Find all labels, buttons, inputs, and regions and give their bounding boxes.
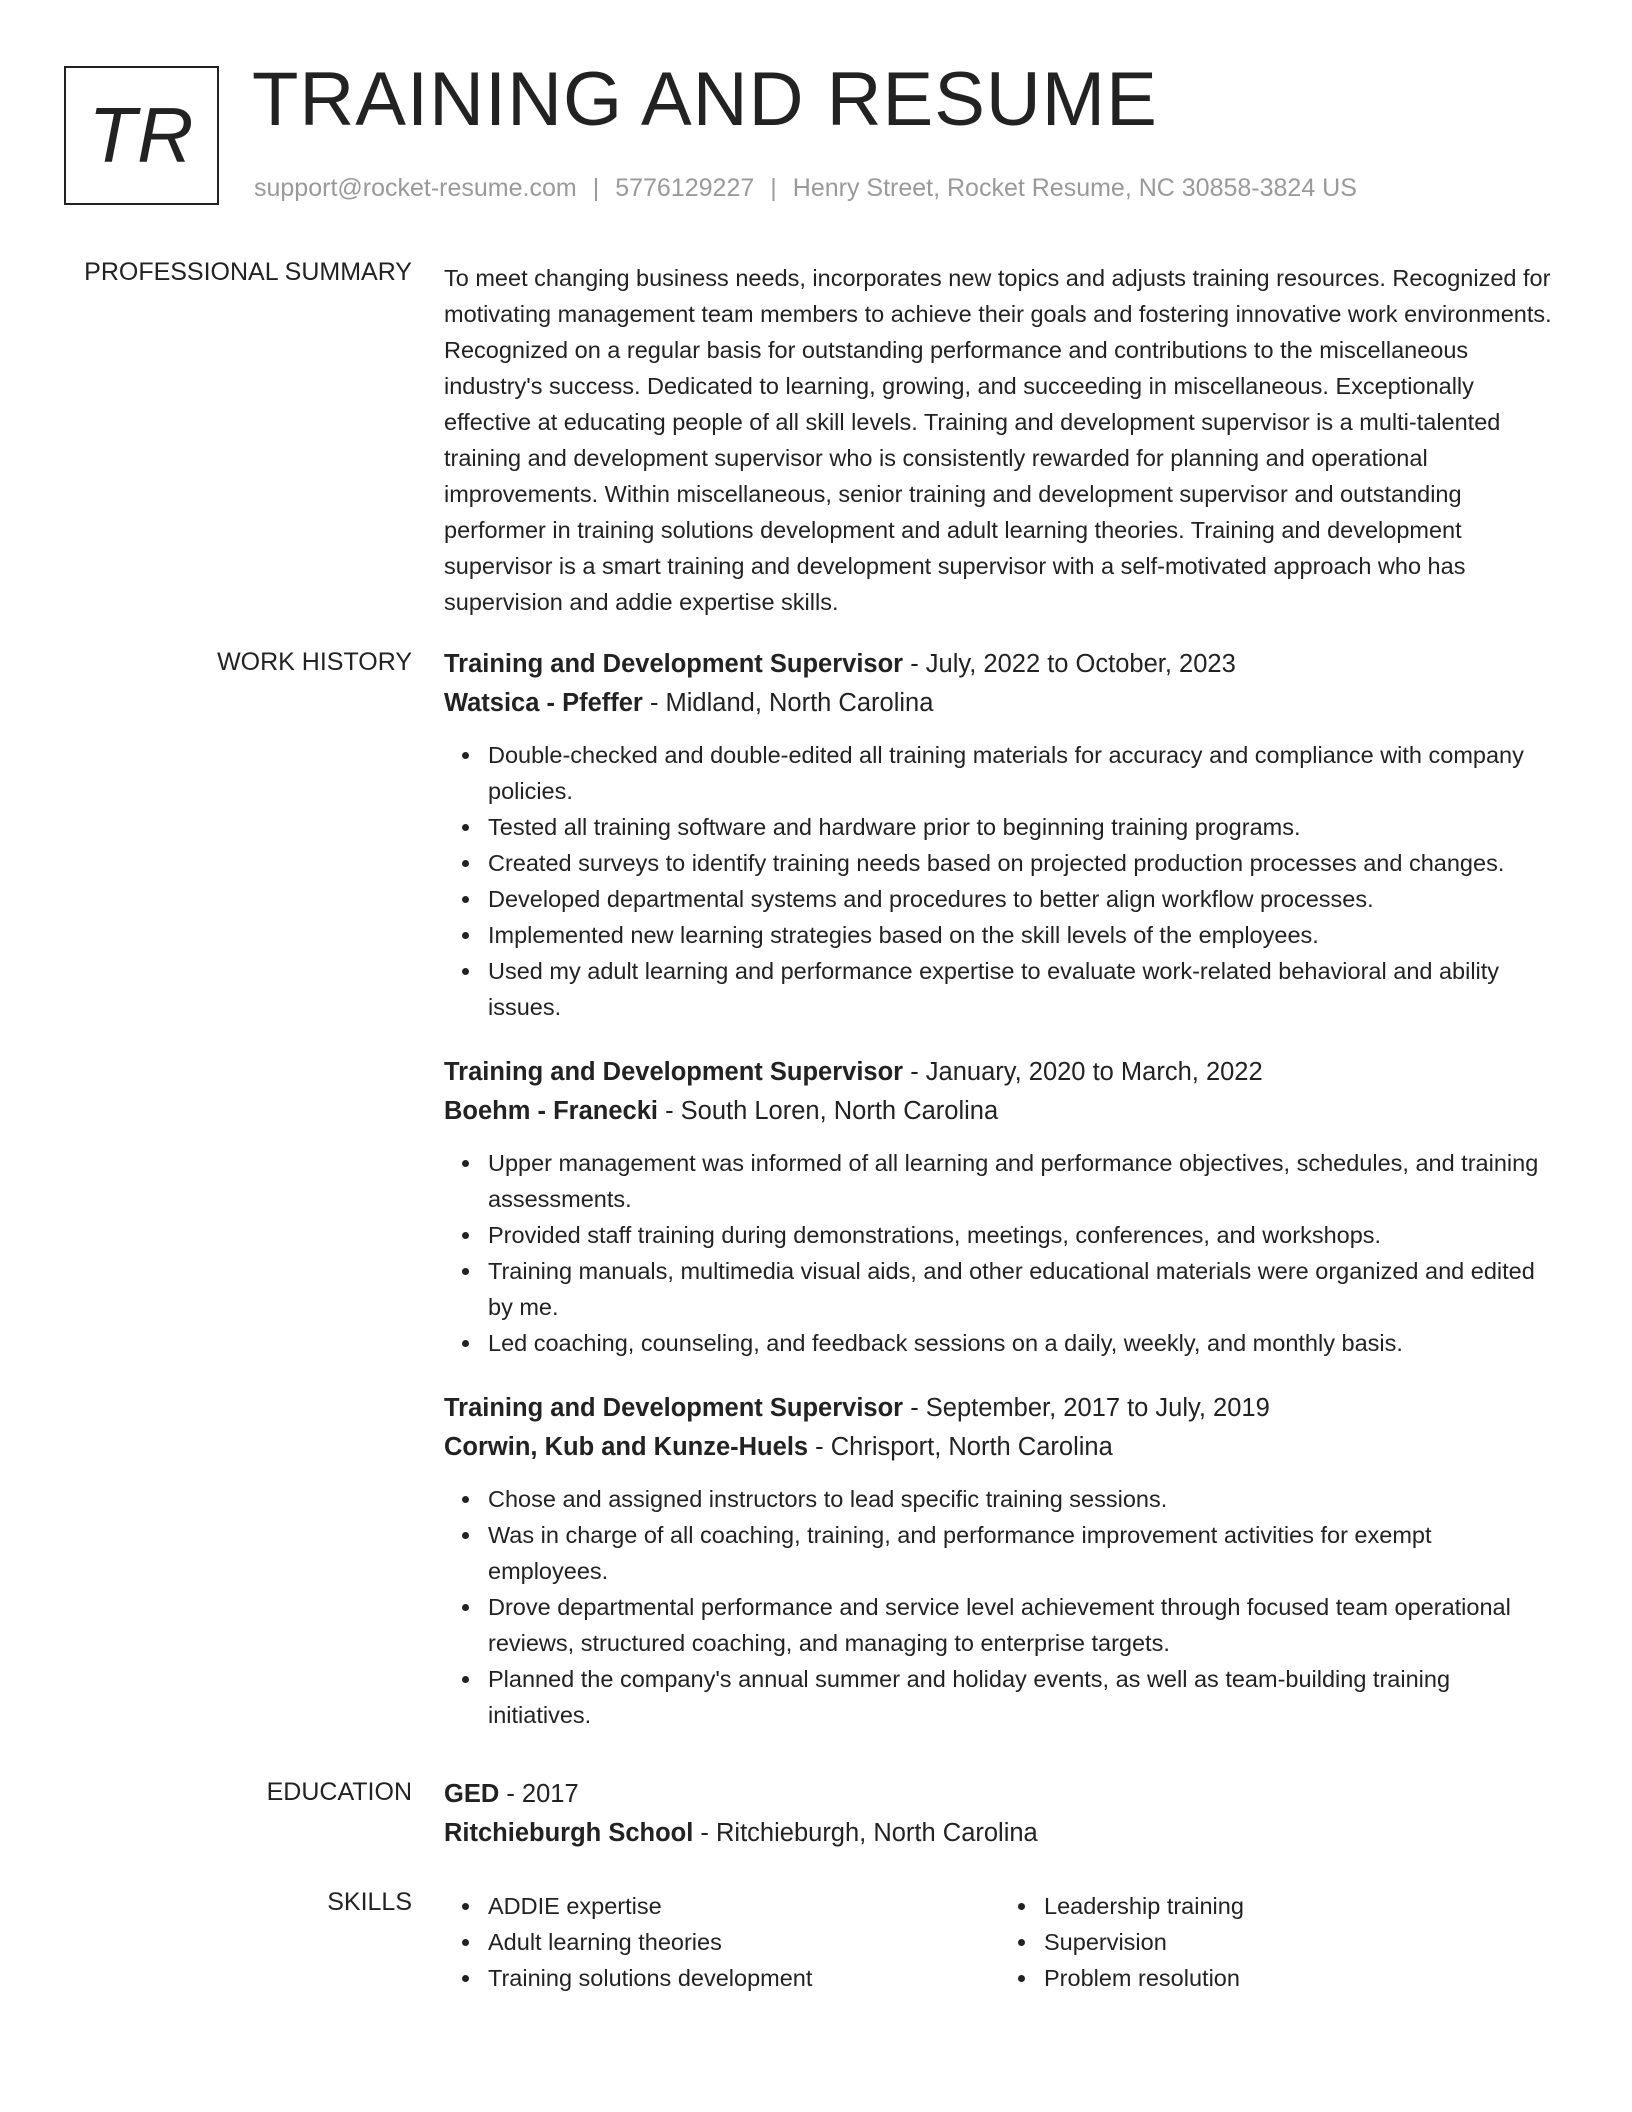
monogram-initials: TR <box>88 91 195 179</box>
job-company-line <box>444 684 1556 723</box>
skill-item: Supervision <box>1044 1924 1556 1960</box>
section-title-skills: SKILLS <box>327 1888 412 1916</box>
job-dates: - January, 2020 to March, 2022 <box>903 1058 1263 1086</box>
job-bullet: Used my adult learning and performance expertise to evaluate work-related behavioral and ability issues. <box>488 953 1556 1025</box>
contact-phone: 5776129227 <box>615 174 755 202</box>
job-role: Training and Development Supervisor <box>444 1058 904 1086</box>
section-title-summary: PROFESSIONAL SUMMARY <box>84 258 412 286</box>
resume-name: TRAINING AND RESUME <box>252 57 1158 142</box>
job-bullet: Tested all training software and hardware prior to beginning training programs. <box>488 809 1556 845</box>
job-bullet: Planned the company's annual summer and holiday events, as well as team-building training initiatives. <box>488 1661 1556 1733</box>
summary-body <box>444 260 1556 620</box>
skills-columns <box>444 1888 1556 1996</box>
job-bullet: Created surveys to identify training needs based on projected production processes and changes. <box>488 845 1556 881</box>
job-entry <box>444 1053 1556 1361</box>
job-entry <box>444 645 1556 1025</box>
job-location: - South Loren, North Carolina <box>657 1097 999 1125</box>
job-company: Boehm - Franecki <box>444 1097 658 1125</box>
skill-item: Problem resolution <box>1044 1960 1556 1996</box>
education-school: Ritchieburgh School <box>444 1819 694 1847</box>
education-degree: GED <box>444 1780 500 1808</box>
skill-item: Leadership training <box>1044 1888 1556 1924</box>
job-bullets <box>444 737 1556 1025</box>
job-dates: - September, 2017 to July, 2019 <box>903 1394 1270 1422</box>
contact-email: support@rocket-resume.com <box>254 174 577 202</box>
job-bullets <box>444 1481 1556 1733</box>
work-body <box>444 645 1556 1761</box>
job-title-line <box>444 645 1556 684</box>
job-role: Training and Development Supervisor <box>444 650 904 678</box>
job-bullet: Training manuals, multimedia visual aids, and other educational materials were organized and edited by me. <box>488 1253 1556 1325</box>
job-dates: - July, 2022 to October, 2023 <box>903 650 1236 678</box>
education-school-line <box>444 1814 1556 1853</box>
job-bullet: Implemented new learning strategies based on the skill levels of the employees. <box>488 917 1556 953</box>
education-degree-line <box>444 1775 1556 1814</box>
contact-line <box>254 174 1357 203</box>
education-year: - 2017 <box>499 1780 579 1808</box>
job-company: Corwin, Kub and Kunze-Huels <box>444 1433 809 1461</box>
job-bullet: Provided staff training during demonstrations, meetings, conferences, and workshops. <box>488 1217 1556 1253</box>
job-company-line <box>444 1092 1556 1131</box>
education-body <box>444 1775 1556 1853</box>
skill-item: Adult learning theories <box>488 1924 1000 1960</box>
job-role: Training and Development Supervisor <box>444 1394 904 1422</box>
job-bullet: Chose and assigned instructors to lead specific training sessions. <box>488 1481 1556 1517</box>
section-title-work-history: WORK HISTORY <box>217 648 412 676</box>
job-bullets <box>444 1145 1556 1361</box>
section-title-education: EDUCATION <box>266 1778 412 1806</box>
contact-separator: | <box>592 174 600 202</box>
skill-item: ADDIE expertise <box>488 1888 1000 1924</box>
job-title-line <box>444 1389 1556 1428</box>
job-title-line <box>444 1053 1556 1092</box>
monogram-box <box>64 66 219 205</box>
job-company: Watsica - Pfeffer <box>444 689 643 717</box>
summary-text: To meet changing business needs, incorporates new topics and adjusts training resources. Recognized for motivating management team members to achieve their goals and fostering innovative work environments. Recognized on a regular basis for outstanding performance and contributions to the miscellaneous industry's success. Dedicated to learning, growing, and succeeding in miscellaneous. Exceptionally effective at educating people of all skill levels. Training and development supervisor is a multi-talented training and development supervisor who is consistently rewarded for planning and operational improvements. Within miscellaneous, senior training and development supervisor and outstanding performer in training solutions development and adult learning theories. Training and development supervisor is a smart training and development supervisor with a self-motivated approach who has supervision and addie expertise skills. <box>444 265 1552 615</box>
skills-list-left <box>444 1888 1000 1996</box>
job-bullet: Double-checked and double-edited all training materials for accuracy and compliance with company policies. <box>488 737 1556 809</box>
contact-address: Henry Street, Rocket Resume, NC 30858-3824 US <box>792 174 1357 202</box>
job-bullet: Was in charge of all coaching, training, and performance improvement activities for exempt employees. <box>488 1517 1556 1589</box>
job-company-line <box>444 1428 1556 1467</box>
job-location: - Midland, North Carolina <box>642 689 934 717</box>
contact-separator: | <box>770 174 777 202</box>
job-bullet: Led coaching, counseling, and feedback sessions on a daily, weekly, and monthly basis. <box>488 1325 1556 1361</box>
skills-body <box>444 1888 1556 1996</box>
job-bullet: Upper management was informed of all learning and performance objectives, schedules, and training assessments. <box>488 1145 1556 1217</box>
job-bullet: Drove departmental performance and service level achievement through focused team operational reviews, structured coaching, and managing to enterprise targets. <box>488 1589 1556 1661</box>
education-location: - Ritchieburgh, North Carolina <box>693 1819 1038 1847</box>
job-entry <box>444 1389 1556 1733</box>
skill-item: Training solutions development <box>488 1960 1000 1996</box>
job-location: - Chrisport, North Carolina <box>808 1433 1113 1461</box>
skills-list-right <box>1000 1888 1556 1996</box>
job-bullet: Developed departmental systems and procedures to better align workflow processes. <box>488 881 1556 917</box>
